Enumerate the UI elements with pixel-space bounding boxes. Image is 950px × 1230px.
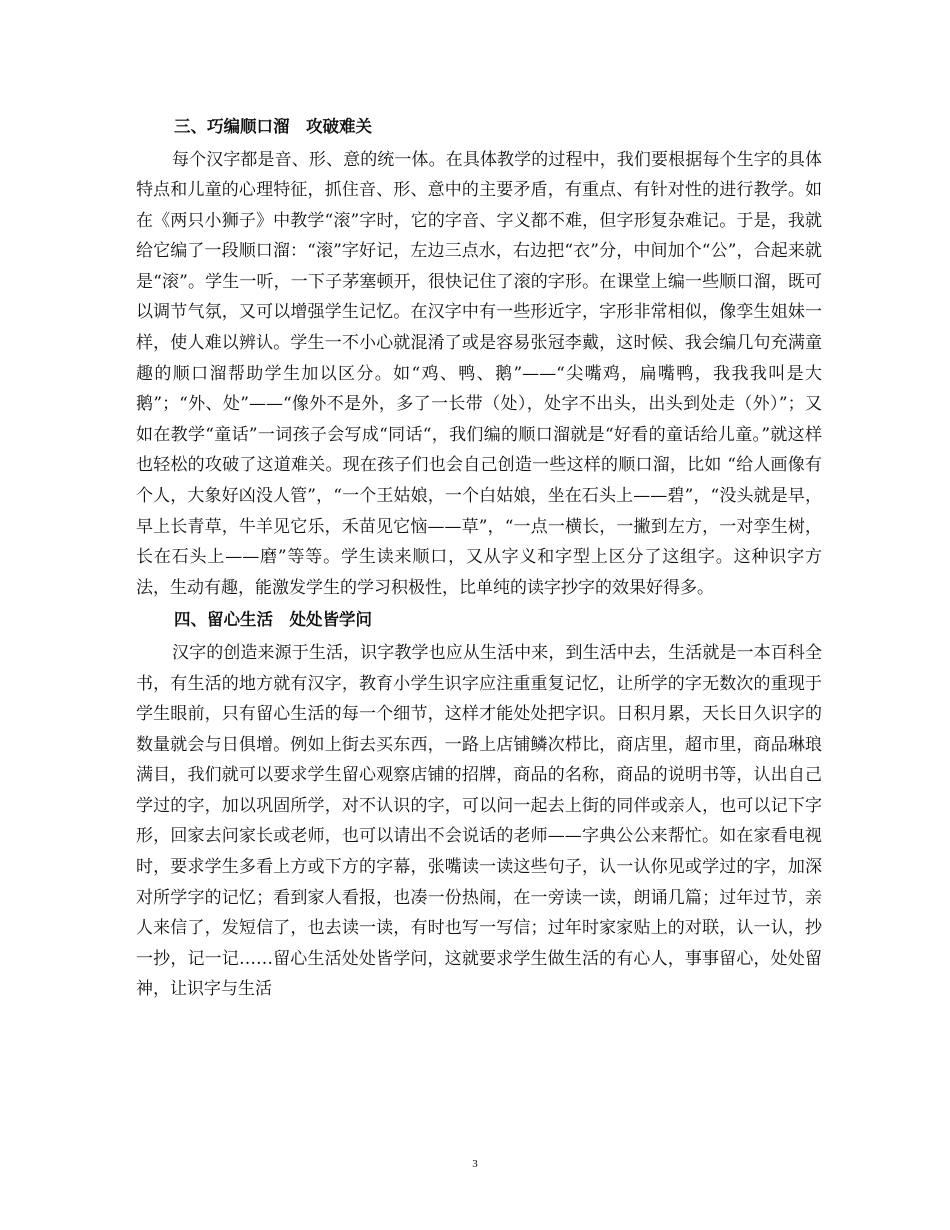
section-heading-3: 三、巧编顺口溜 攻破难关 (174, 117, 372, 136)
section-heading-4: 四、留心生活 处处皆学问 (174, 610, 372, 630)
section-paragraph-3: 每个汉字都是音、形、意的统一体。在具体教学的过程中，我们要根据每个生字的具体特点和儿童的心理特征，抓住音、形、意中的主要矛盾，有重点、有针对性的进行教学。如在《两只小狮子》中教学“滚”字时，它的字音、字义都不难，但字形复杂难记。于是，我就给它编了一段顺口溜：“滚”字好记，左边三点水，右边把“衣”分，中间加个“公”，合起来就是“滚”。学生一听，一下子茅塞顿开，很快记住了滚的字形。在课堂上编一些顺口溜，既可以调节气氛，又可以增强学生记忆。在汉字中有一些形近字，字形非常相似，像孪生姐妹一样，使人难以辨认。学生一不小心就混淆了或是容易张冠李戴，这时候、我会编几句充满童趣的顺口溜帮助学生加以区分。如“鸡、鸭、鹅”——“尖嘴鸡，扁嘴鸭，我我我叫是大鹅”；“外、处”——“像外不是外，多了一长带（处），处字不出头，出头到处走（外）”；又如在教学“童话”一词孩子会写成“同话“，我们编的顺口溜就是“好看的童话给儿童。”就这样也轻松的攻破了这道难关。现在孩子们也会自己创造一些这样的顺口溜，比如 “给人画像有个人，大象好凶没人管”，“一个王姑娘，一个白姑娘，坐在石头上——碧”，“没头就是早，早上长青草，牛羊见它乐，禾苗见它恼——草”，“一点一横长，一撇到左方，一对孪生树，长在石头上——磨”等等。学生读来顺口，又从字义和字型上区分了这组字。这种识字方法，生动有趣，能激发学生的学习积极性，比单纯的读字抄字的效果好得多。 (136, 149, 822, 598)
section-paragraph-4: 汉字的创造来源于生活，识字教学也应从生活中来，到生活中去，生活就是一本百科全书，有生活的地方就有汉字，教育小学生识字应注重重复记忆，让所学的字无数次的重现于学生眼前，只有留心生活的每一个细节，这样才能处处把字识。日积月累，天长日久识字的数量就会与日俱增。例如上街去买东西，一路上店铺鳞次栉比，商店里，超市里，商品琳琅满目，我们就可以要求学生留心观察店铺的招牌，商品的名称，商品的说明书等，认出自己学过的字，加以巩固所学，对不认识的字，可以问一起去上街的同伴或亲人，也可以记下字形，回家去问家长或老师，也可以请出不会说话的老师——字典公公来帮忙。如在家看电视时，要求学生多看上方或下方的字幕，张嘴读一读这些句子，认一认你见或学过的字，加深对所学字的记忆；看到家人看报，也凑一份热闹，在一旁读一读，朗诵几篇；过年过节，亲人来信了，发短信了，也去读一读，有时也写一写信；过年时家家贴上的对联，认一认，抄一抄，记一记……留心生活处处皆学问，这就要求学生做生活的有心人，事事留心，处处留神，让识字与生活 (136, 642, 822, 1000)
page-number: 3 (472, 1158, 478, 1170)
document-page (136, 112, 822, 1007)
